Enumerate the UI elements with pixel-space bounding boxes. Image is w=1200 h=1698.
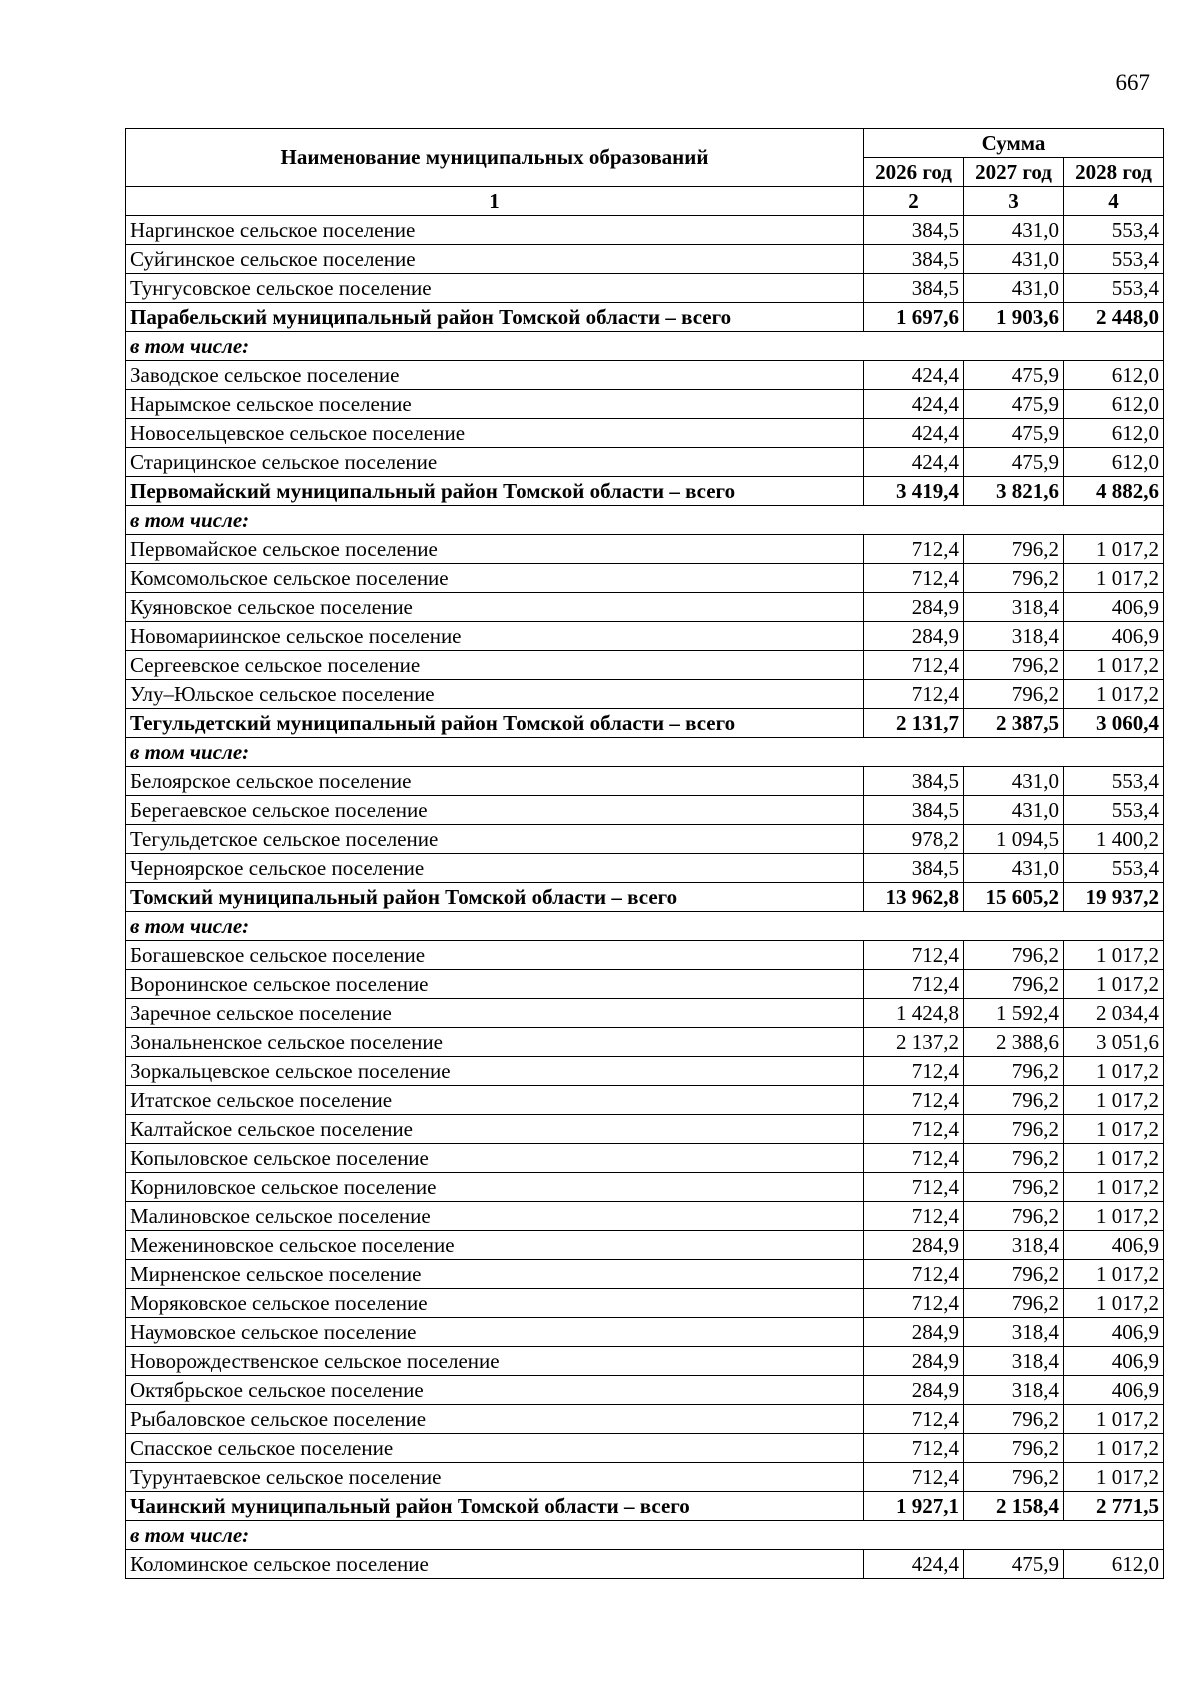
amount-2026: 384,5 [864,245,964,274]
amount-2028: 553,4 [1064,274,1164,303]
municipality-name: Моряковское сельское поселение [126,1289,864,1318]
amount-2027: 15 605,2 [964,883,1064,912]
table-row [126,564,1164,593]
amount-2026: 424,4 [864,1550,964,1579]
municipality-name: Малиновское сельское поселение [126,1202,864,1231]
subheading-row [126,506,1164,535]
amount-2026: 284,9 [864,1231,964,1260]
table-row [126,1260,1164,1289]
amount-2028: 1 017,2 [1064,680,1164,709]
amount-2028: 1 017,2 [1064,1173,1164,1202]
municipality-name: Старицинское сельское поселение [126,448,864,477]
table-row [126,419,1164,448]
municipality-name: Белоярское сельское поселение [126,767,864,796]
amount-2027: 796,2 [964,1289,1064,1318]
column-number-1: 1 [126,187,864,216]
amount-2026: 284,9 [864,1318,964,1347]
amount-2026: 712,4 [864,1086,964,1115]
municipality-name: Улу–Юльское сельское поселение [126,680,864,709]
subheading-label: в том числе: [126,912,1164,941]
subheading-label: в том числе: [126,1521,1164,1550]
table-row [126,448,1164,477]
amount-2026: 13 962,8 [864,883,964,912]
amount-2028: 612,0 [1064,419,1164,448]
amount-2028: 612,0 [1064,448,1164,477]
table-row [126,1318,1164,1347]
municipality-name: Спасское сельское поселение [126,1434,864,1463]
amount-2027: 796,2 [964,1115,1064,1144]
subheading-label: в том числе: [126,332,1164,361]
district-total-row [126,709,1164,738]
amount-2028: 406,9 [1064,1347,1164,1376]
table-row [126,1202,1164,1231]
amount-2026: 712,4 [864,1173,964,1202]
table-body [126,216,1164,1579]
amount-2026: 384,5 [864,767,964,796]
amount-2027: 796,2 [964,680,1064,709]
subheading-row [126,738,1164,767]
amount-2026: 284,9 [864,593,964,622]
amount-2026: 424,4 [864,390,964,419]
municipality-name: Куяновское сельское поселение [126,593,864,622]
amount-2027: 431,0 [964,216,1064,245]
amount-2027: 796,2 [964,1173,1064,1202]
municipality-name: Калтайское сельское поселение [126,1115,864,1144]
municipality-name: Межениновское сельское поселение [126,1231,864,1260]
table-row [126,1057,1164,1086]
table-row [126,970,1164,999]
subheading-row [126,912,1164,941]
amount-2028: 1 017,2 [1064,1405,1164,1434]
table-row [126,854,1164,883]
amount-2027: 796,2 [964,941,1064,970]
amount-2027: 318,4 [964,1376,1064,1405]
municipality-name: Нарымское сельское поселение [126,390,864,419]
amount-2028: 1 017,2 [1064,1202,1164,1231]
amount-2027: 431,0 [964,854,1064,883]
municipality-name: Чаинский муниципальный район Томской области – всего [126,1492,864,1521]
amount-2026: 712,4 [864,1434,964,1463]
amount-2028: 1 017,2 [1064,1144,1164,1173]
amount-2026: 712,4 [864,1463,964,1492]
amount-2026: 712,4 [864,1202,964,1231]
amount-2026: 284,9 [864,1376,964,1405]
amount-2028: 2 034,4 [1064,999,1164,1028]
table-row [126,274,1164,303]
amount-2028: 1 017,2 [1064,535,1164,564]
district-total-row [126,1492,1164,1521]
amount-2026: 712,4 [864,1405,964,1434]
amount-2028: 1 017,2 [1064,1463,1164,1492]
budget-table [125,128,1164,1579]
municipality-name: Первомайский муниципальный район Томской области – всего [126,477,864,506]
column-number-4: 4 [1064,187,1164,216]
amount-2028: 1 017,2 [1064,970,1164,999]
amount-2026: 712,4 [864,651,964,680]
amount-2027: 1 094,5 [964,825,1064,854]
amount-2026: 712,4 [864,564,964,593]
municipality-name: Рыбаловское сельское поселение [126,1405,864,1434]
table-row [126,622,1164,651]
page-number: 667 [1115,70,1150,95]
amount-2026: 2 137,2 [864,1028,964,1057]
amount-2027: 796,2 [964,970,1064,999]
amount-2028: 553,4 [1064,216,1164,245]
amount-2027: 796,2 [964,535,1064,564]
municipality-name: Зональненское сельское поселение [126,1028,864,1057]
amount-2026: 384,5 [864,796,964,825]
municipality-name: Новомариинское сельское поселение [126,622,864,651]
amount-2026: 284,9 [864,622,964,651]
table-row [126,1405,1164,1434]
amount-2028: 1 017,2 [1064,651,1164,680]
amount-2026: 712,4 [864,1057,964,1086]
amount-2027: 431,0 [964,767,1064,796]
table-row [126,1231,1164,1260]
table-row [126,535,1164,564]
amount-2026: 424,4 [864,419,964,448]
municipality-name: Корниловское сельское поселение [126,1173,864,1202]
table-row [126,767,1164,796]
amount-2027: 796,2 [964,1144,1064,1173]
amount-2028: 406,9 [1064,1376,1164,1405]
subheading-label: в том числе: [126,738,1164,767]
municipality-name: Новосельцевское сельское поселение [126,419,864,448]
amount-2026: 424,4 [864,448,964,477]
column-number-3: 3 [964,187,1064,216]
amount-2028: 1 017,2 [1064,1260,1164,1289]
amount-2026: 384,5 [864,854,964,883]
subheading-row [126,1521,1164,1550]
amount-2027: 796,2 [964,1202,1064,1231]
amount-2027: 475,9 [964,419,1064,448]
amount-2028: 19 937,2 [1064,883,1164,912]
table-row [126,651,1164,680]
municipality-name: Мирненское сельское поселение [126,1260,864,1289]
amount-2028: 612,0 [1064,1550,1164,1579]
table-row [126,1086,1164,1115]
table-row [126,1144,1164,1173]
municipality-name: Комсомольское сельское поселение [126,564,864,593]
table-row [126,245,1164,274]
amount-2026: 712,4 [864,680,964,709]
amount-2027: 796,2 [964,651,1064,680]
amount-2028: 1 017,2 [1064,941,1164,970]
amount-2027: 431,0 [964,796,1064,825]
amount-2027: 3 821,6 [964,477,1064,506]
amount-2028: 553,4 [1064,854,1164,883]
amount-2027: 2 158,4 [964,1492,1064,1521]
amount-2027: 475,9 [964,390,1064,419]
amount-2026: 3 419,4 [864,477,964,506]
municipality-name: Тегульдетский муниципальный район Томской области – всего [126,709,864,738]
amount-2026: 1 927,1 [864,1492,964,1521]
amount-2028: 553,4 [1064,796,1164,825]
municipality-name: Томский муниципальный район Томской области – всего [126,883,864,912]
municipality-name: Турунтаевское сельское поселение [126,1463,864,1492]
amount-2026: 284,9 [864,1347,964,1376]
district-total-row [126,883,1164,912]
amount-2027: 796,2 [964,1463,1064,1492]
table-row [126,999,1164,1028]
amount-2026: 1 424,8 [864,999,964,1028]
amount-2028: 553,4 [1064,767,1164,796]
amount-2027: 475,9 [964,448,1064,477]
amount-2027: 475,9 [964,1550,1064,1579]
table-row [126,680,1164,709]
amount-2028: 1 017,2 [1064,1086,1164,1115]
municipality-name: Тунгусовское сельское поселение [126,274,864,303]
amount-2026: 384,5 [864,274,964,303]
amount-2026: 712,4 [864,1115,964,1144]
amount-2026: 384,5 [864,216,964,245]
table-row [126,1028,1164,1057]
amount-2027: 2 388,6 [964,1028,1064,1057]
municipality-name: Суйгинское сельское поселение [126,245,864,274]
amount-2027: 796,2 [964,1434,1064,1463]
amount-2028: 3 051,6 [1064,1028,1164,1057]
header-year-2027: 2027 год [964,158,1064,187]
municipality-name: Воронинское сельское поселение [126,970,864,999]
district-total-row [126,303,1164,332]
amount-2028: 553,4 [1064,245,1164,274]
amount-2027: 318,4 [964,1347,1064,1376]
amount-2027: 796,2 [964,1260,1064,1289]
amount-2028: 406,9 [1064,1318,1164,1347]
municipality-name: Октябрьское сельское поселение [126,1376,864,1405]
amount-2028: 1 017,2 [1064,564,1164,593]
table-row [126,825,1164,854]
amount-2027: 431,0 [964,274,1064,303]
table-row [126,1289,1164,1318]
table-row [126,1376,1164,1405]
column-number-2: 2 [864,187,964,216]
table-row [126,941,1164,970]
municipality-name: Черноярское сельское поселение [126,854,864,883]
amount-2026: 712,4 [864,941,964,970]
amount-2027: 431,0 [964,245,1064,274]
amount-2028: 1 017,2 [1064,1057,1164,1086]
amount-2027: 318,4 [964,593,1064,622]
municipality-name: Коломинское сельское поселение [126,1550,864,1579]
municipality-name: Парабельский муниципальный район Томской области – всего [126,303,864,332]
amount-2027: 318,4 [964,622,1064,651]
subheading-label: в том числе: [126,506,1164,535]
amount-2027: 318,4 [964,1318,1064,1347]
amount-2028: 1 017,2 [1064,1115,1164,1144]
district-total-row [126,477,1164,506]
amount-2026: 712,4 [864,1289,964,1318]
amount-2028: 2 771,5 [1064,1492,1164,1521]
amount-2026: 978,2 [864,825,964,854]
table-row [126,593,1164,622]
table-header [126,129,1164,216]
amount-2027: 2 387,5 [964,709,1064,738]
municipality-name: Наргинское сельское поселение [126,216,864,245]
header-year-2028: 2028 год [1064,158,1164,187]
amount-2027: 796,2 [964,1405,1064,1434]
amount-2026: 1 697,6 [864,303,964,332]
amount-2028: 1 400,2 [1064,825,1164,854]
table-row [126,1173,1164,1202]
municipality-name: Тегульдетское сельское поселение [126,825,864,854]
table-row [126,1550,1164,1579]
amount-2026: 712,4 [864,1260,964,1289]
municipality-name: Наумовское сельское поселение [126,1318,864,1347]
municipality-name: Берегаевское сельское поселение [126,796,864,825]
table-row [126,216,1164,245]
amount-2028: 612,0 [1064,390,1164,419]
table-row [126,1463,1164,1492]
amount-2027: 796,2 [964,564,1064,593]
header-sum: Сумма [864,129,1164,158]
table-row [126,361,1164,390]
table-row [126,1434,1164,1463]
table-row [126,796,1164,825]
municipality-name: Итатское сельское поселение [126,1086,864,1115]
amount-2026: 2 131,7 [864,709,964,738]
amount-2027: 796,2 [964,1086,1064,1115]
table-row [126,1347,1164,1376]
municipality-name: Заречное сельское поселение [126,999,864,1028]
amount-2027: 796,2 [964,1057,1064,1086]
amount-2028: 3 060,4 [1064,709,1164,738]
amount-2028: 406,9 [1064,593,1164,622]
subheading-row [126,332,1164,361]
amount-2026: 424,4 [864,361,964,390]
amount-2028: 2 448,0 [1064,303,1164,332]
amount-2027: 318,4 [964,1231,1064,1260]
municipality-name: Новорождественское сельское поселение [126,1347,864,1376]
municipality-name: Богашевское сельское поселение [126,941,864,970]
amount-2026: 712,4 [864,1144,964,1173]
amount-2028: 406,9 [1064,1231,1164,1260]
amount-2028: 4 882,6 [1064,477,1164,506]
municipality-name: Сергеевское сельское поселение [126,651,864,680]
amount-2028: 406,9 [1064,622,1164,651]
municipality-name: Зоркальцевское сельское поселение [126,1057,864,1086]
header-year-2026: 2026 год [864,158,964,187]
municipality-name: Заводское сельское поселение [126,361,864,390]
amount-2028: 612,0 [1064,361,1164,390]
header-name: Наименование муниципальных образований [126,129,864,187]
amount-2028: 1 017,2 [1064,1434,1164,1463]
table-row [126,1115,1164,1144]
amount-2027: 475,9 [964,361,1064,390]
amount-2027: 1 903,6 [964,303,1064,332]
municipality-name: Копыловское сельское поселение [126,1144,864,1173]
table-row [126,390,1164,419]
amount-2027: 1 592,4 [964,999,1064,1028]
amount-2026: 712,4 [864,535,964,564]
amount-2026: 712,4 [864,970,964,999]
amount-2028: 1 017,2 [1064,1289,1164,1318]
municipality-name: Первомайское сельское поселение [126,535,864,564]
